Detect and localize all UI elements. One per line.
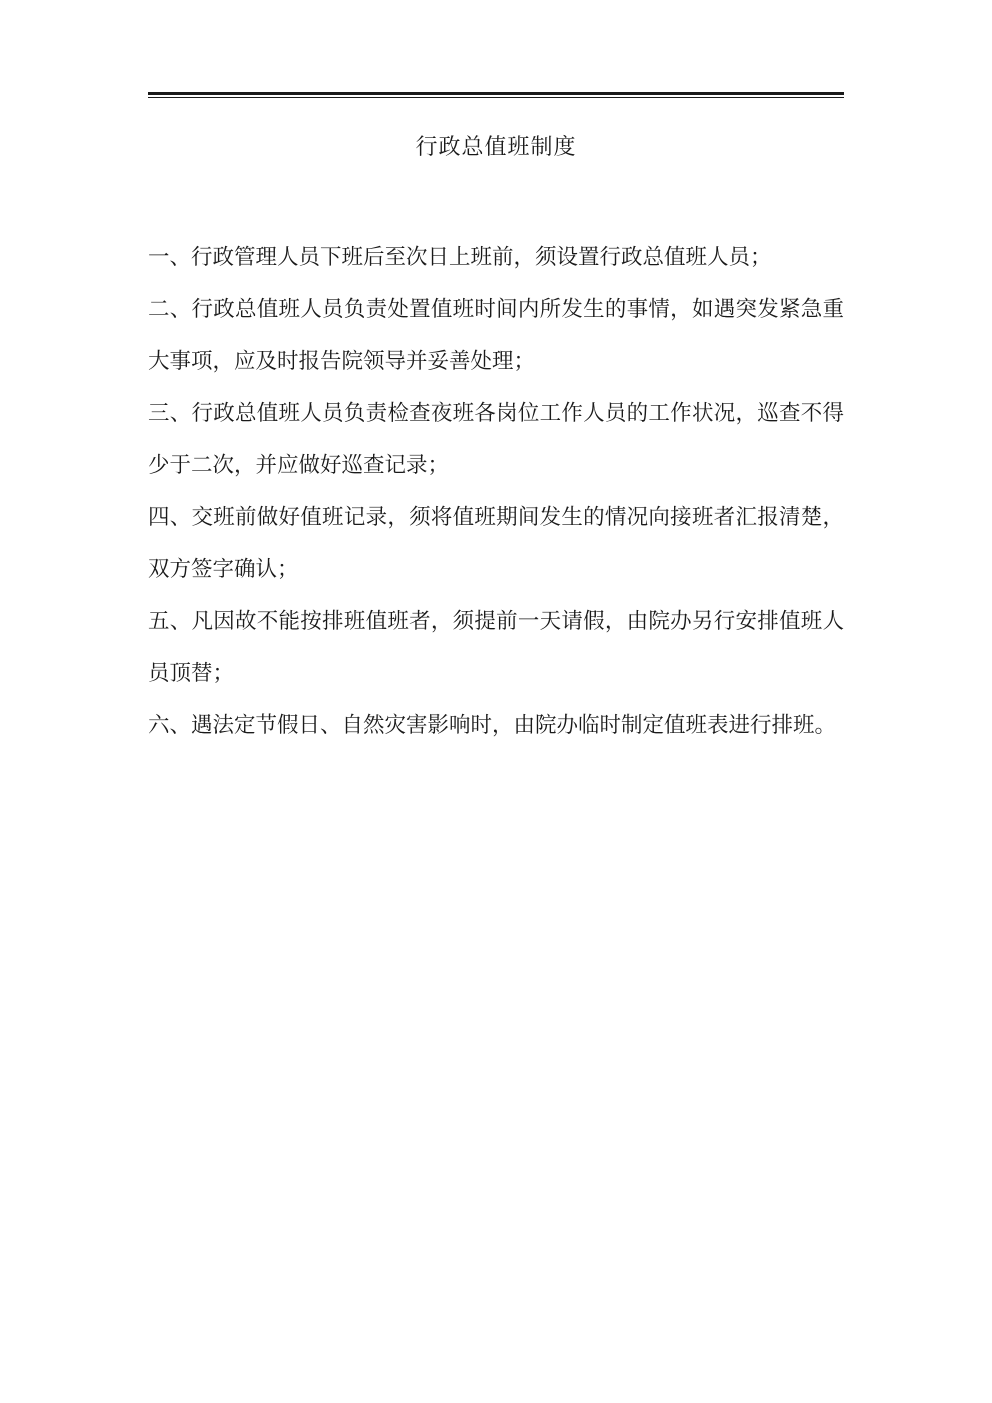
document-body [148, 232, 844, 752]
paragraph-6: 六、遇法定节假日、自然灾害影响时，由院办临时制定值班表进行排班。 [148, 713, 837, 738]
paragraph-5: 五、凡因故不能按排班值班者，须提前一天请假，由院办另行安排值班人员顶替； [148, 609, 844, 686]
document-title: 行政总值班制度 [415, 135, 577, 160]
header-rule [148, 92, 844, 98]
paragraph-4: 四、交班前做好值班记录，须将值班期间发生的情况向接班者汇报清楚，双方签字确认； [148, 505, 844, 582]
header-rule-thin [148, 97, 844, 98]
paragraph-3: 三、行政总值班人员负责检查夜班各岗位工作人员的工作状况，巡查不得少于二次，并应做好巡查记录； [148, 401, 844, 478]
paragraph-2: 二、行政总值班人员负责处置值班时间内所发生的事情，如遇突发紧急重大事项，应及时报告院领导并妥善处理； [148, 297, 844, 374]
paragraph-1: 一、行政管理人员下班后至次日上班前，须设置行政总值班人员； [148, 245, 772, 270]
